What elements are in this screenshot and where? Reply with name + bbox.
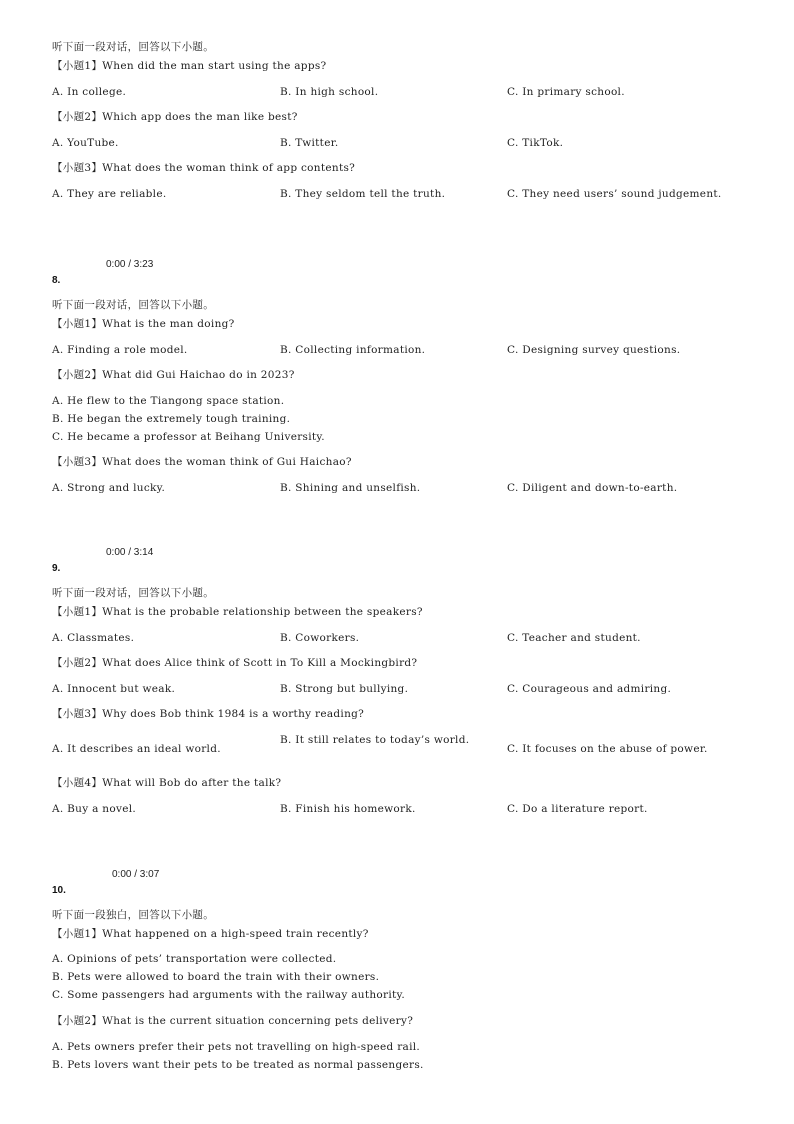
option-c: C. In primary school. xyxy=(507,86,625,98)
option-a: A. Classmates. xyxy=(52,632,135,644)
option-b: B. Shining and unselfish. xyxy=(280,482,421,494)
option-b: B. Finish his homework. xyxy=(280,803,416,815)
option-b: B. Collecting information. xyxy=(280,344,426,356)
audio-player-time[interactable]: 0:00 / 3:07 xyxy=(112,869,160,880)
question-number: 9. xyxy=(52,563,61,574)
option-a: A. They are reliable. xyxy=(52,188,167,200)
option-a: A. Buy a novel. xyxy=(52,803,137,815)
option-a: A. YouTube. xyxy=(52,137,119,149)
intro-text: 听下面一段对话，回答以下小题。 xyxy=(52,587,214,599)
option-b: B. Twitter. xyxy=(280,137,339,149)
question-number: 10. xyxy=(52,885,66,896)
question-stem: 【小题3】What does the woman think of Gui Haichao? xyxy=(52,456,352,468)
question-stem: 【小题1】What happened on a high-speed train recently? xyxy=(52,928,369,940)
option-c: C. They need users’ sound judgement. xyxy=(507,188,722,200)
question-stem: 【小题1】What is the man doing? xyxy=(52,318,235,330)
option-c: C. Some passengers had arguments with the railway authority. xyxy=(52,989,406,1001)
option-a: A. It describes an ideal world. xyxy=(52,743,221,755)
intro-text: 听下面一段独白，回答以下小题。 xyxy=(52,909,214,921)
question-stem: 【小题3】What does the woman think of app contents? xyxy=(52,162,356,174)
intro-text: 听下面一段对话，回答以下小题。 xyxy=(52,299,214,311)
option-c: C. Do a literature report. xyxy=(507,803,648,815)
question-stem: 【小题2】What is the current situation concerning pets delivery? xyxy=(52,1015,414,1027)
option-c: C. Designing survey questions. xyxy=(507,344,681,356)
option-b: B. Pets lovers want their pets to be treated as normal passengers. xyxy=(52,1059,424,1071)
option-c: C. Teacher and student. xyxy=(507,632,641,644)
option-a: A. Strong and lucky. xyxy=(52,482,166,494)
question-stem: 【小题1】What is the probable relationship between the speakers? xyxy=(52,606,423,618)
question-stem: 【小题2】Which app does the man like best? xyxy=(52,111,298,123)
option-c: C. Diligent and down-to-earth. xyxy=(507,482,678,494)
audio-player-time[interactable]: 0:00 / 3:23 xyxy=(106,259,154,270)
option-b: B. They seldom tell the truth. xyxy=(280,188,446,200)
question-stem: 【小题2】What did Gui Haichao do in 2023? xyxy=(52,369,295,381)
option-b: B. In high school. xyxy=(280,86,379,98)
option-c: C. It focuses on the abuse of power. xyxy=(507,743,708,755)
option-b: B. Coworkers. xyxy=(280,632,360,644)
question-stem: 【小题2】What does Alice think of Scott in To Kill a Mockingbird? xyxy=(52,657,418,669)
option-c: C. TikTok. xyxy=(507,137,564,149)
question-stem: 【小题4】What will Bob do after the talk? xyxy=(52,777,282,789)
option-a: A. Opinions of pets’ transportation were collected. xyxy=(52,953,337,965)
question-number: 8. xyxy=(52,275,61,286)
question-stem: 【小题3】Why does Bob think 1984 is a worthy reading? xyxy=(52,708,365,720)
option-b: B. Strong but bullying. xyxy=(280,683,409,695)
option-a: A. Finding a role model. xyxy=(52,344,188,356)
option-b: B. He began the extremely tough training. xyxy=(52,413,291,425)
intro-text: 听下面一段对话，回答以下小题。 xyxy=(52,41,214,53)
option-b: B. Pets were allowed to board the train with their owners. xyxy=(52,971,380,983)
option-a: A. He flew to the Tiangong space station. xyxy=(52,395,285,407)
option-a: A. In college. xyxy=(52,86,127,98)
audio-player-time[interactable]: 0:00 / 3:14 xyxy=(106,547,154,558)
option-b: B. It still relates to today’s world. xyxy=(280,734,470,746)
option-c: C. He became a professor at Beihang University. xyxy=(52,431,325,443)
option-a: A. Pets owners prefer their pets not travelling on high-speed rail. xyxy=(52,1041,421,1053)
question-stem: 【小题1】When did the man start using the apps? xyxy=(52,60,327,72)
option-a: A. Innocent but weak. xyxy=(52,683,176,695)
option-c: C. Courageous and admiring. xyxy=(507,683,672,695)
